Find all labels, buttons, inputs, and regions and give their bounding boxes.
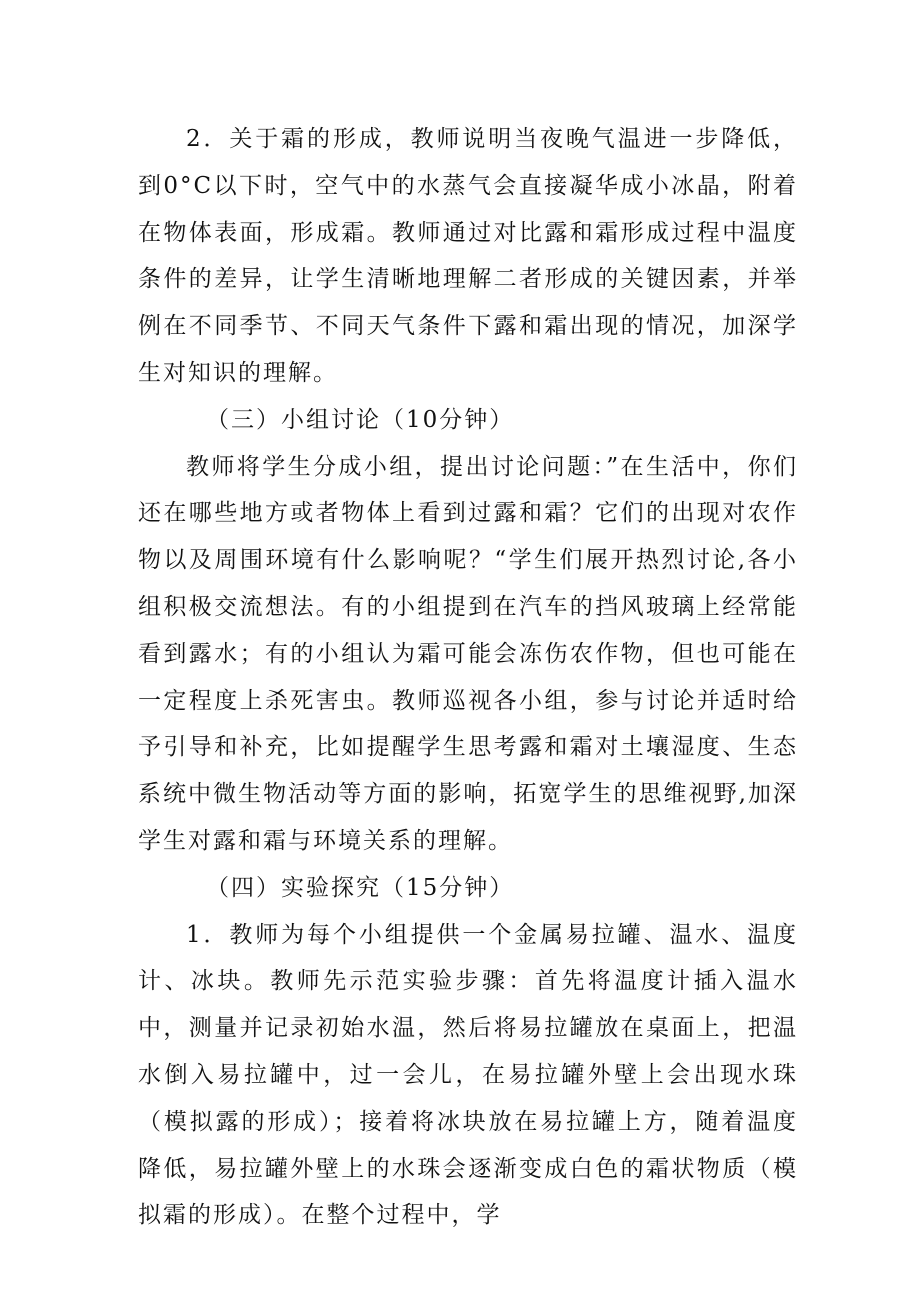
paragraph-experiment-steps: 1．教师为每个小组提供一个金属易拉罐、温水、温度计、冰块。教师先示范实验步骤：首先将温度计插入温水中，测量并记录初始水温，然后将易拉罐放在桌面上，把温水倒入易拉罐中，过一会儿，在易拉罐外壁上会出现水珠（模拟露的形成）；接着将冰块放在易拉罐上方，随着温度降低，易拉罐外壁上的水珠会逐渐变成白色的霜状物质（模拟霜的形成）。在整个过程中，学	[138, 921, 798, 1229]
paragraph-group-discussion: 教师将学生分成小组，提出讨论问题：”在生活中，你们还在哪些地方或者物体上看到过露和霜？它们的出现对农作物以及周围环境有什么影响呢？“学生们展开热烈讨论,各小组积极交流想法。有的小组提到在汽车的挡风玻璃上经常能看到露水；有的小组认为霜可能会冻伤农作物，但也可能在一定程度上杀死害虫。教师巡视各小组，参与讨论并适时给予引导和补充，比如提醒学生思考露和霜对土壤湿度、生态系统中微生物活动等方面的影响，拓宽学生的思维视野,加深学生对露和霜与环境关系的理解。	[138, 453, 798, 854]
paragraph-frost-formation: 2．关于霜的形成，教师说明当夜晚气温进一步降低，到0°C以下时，空气中的水蒸气会直接凝华成小冰晶，附着在物体表面，形成霜。教师通过对比露和霜形成过程中温度条件的差异，让学生清晰地理解二者形成的关键因素，并举例在不同季节、不同天气条件下露和霜出现的情况，加深学生对知识的理解。	[138, 126, 798, 386]
section-heading-experiment: （四）实验探究（15分钟）	[206, 874, 515, 901]
section-heading-group-discussion: （三）小组讨论（10分钟）	[206, 406, 515, 433]
document-body	[138, 116, 798, 1239]
